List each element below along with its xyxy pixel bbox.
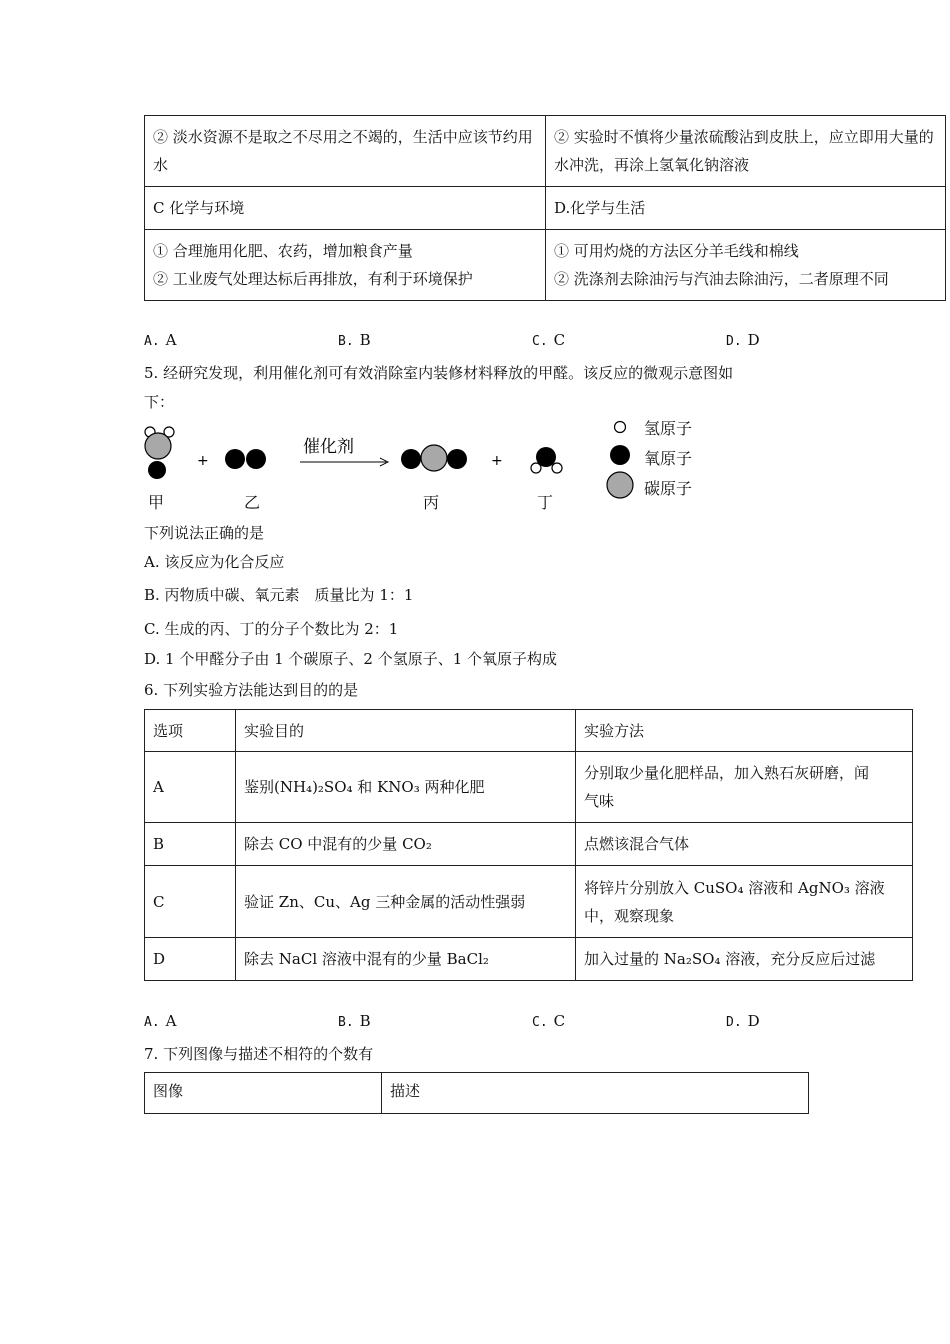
question-5-stem: 5. 经研究发现，利用催化剂可有效消除室内装修材料释放的甲醛。该反应的微观示意图如 bbox=[144, 364, 734, 382]
label-ding: 丁 bbox=[537, 493, 554, 512]
option-c[interactable]: C. 生成的丙、丁的分子个数比为 2：1 bbox=[144, 620, 399, 638]
choice-a[interactable]: A. A bbox=[144, 1012, 177, 1030]
table-header: 实验方法 bbox=[576, 710, 913, 752]
table-cell bbox=[576, 866, 913, 938]
choice-d[interactable]: D. D bbox=[726, 331, 760, 349]
table-cell: 除去 CO 中混有的少量 CO₂ bbox=[236, 823, 576, 866]
oxygen-atom bbox=[447, 449, 467, 469]
table-row bbox=[145, 823, 913, 866]
molecule-oxygen bbox=[225, 449, 266, 469]
choice-b[interactable]: B. B bbox=[338, 331, 371, 349]
table-header: 描述 bbox=[382, 1073, 809, 1114]
table-cell: C 化学与环境 bbox=[145, 187, 546, 230]
oxygen-atom bbox=[225, 449, 245, 469]
catalyst-label: 催化剂 bbox=[303, 437, 354, 457]
table-cell: B bbox=[145, 823, 236, 866]
table-header: 选项 bbox=[145, 710, 236, 752]
plus-sign: + bbox=[491, 453, 503, 469]
molecule-carbon-dioxide bbox=[401, 445, 467, 471]
question-6-stem: 6. 下列实验方法能达到目的的是 bbox=[144, 681, 359, 699]
legend-hydrogen-icon bbox=[615, 422, 626, 433]
oxygen-atom bbox=[148, 461, 166, 479]
label-bing: 丙 bbox=[423, 493, 440, 512]
carbon-atom bbox=[421, 445, 447, 471]
table-cell: C bbox=[145, 866, 236, 938]
table-cell: ② 实验时不慎将少量浓硫酸沾到皮肤上，应立即用大量的水冲洗，再涂上氢氧化钠溶液 bbox=[546, 116, 946, 187]
table-cell: 验证 Zn、Cu、Ag 三种金属的活动性强弱 bbox=[236, 866, 576, 938]
oxygen-atom bbox=[401, 449, 421, 469]
option-a[interactable]: A. 该反应为化合反应 bbox=[144, 553, 285, 571]
option-b[interactable]: B. 丙物质中碳、氧元素 质量比为 1：1 bbox=[144, 586, 414, 604]
oxygen-atom bbox=[246, 449, 266, 469]
hydrogen-atom bbox=[552, 463, 562, 473]
table-header: 图像 bbox=[145, 1073, 382, 1114]
legend-hydrogen-label: 氢原子 bbox=[644, 419, 693, 438]
question-5-prompt: 下列说法正确的是 bbox=[144, 524, 265, 542]
plus-sign: + bbox=[197, 453, 209, 469]
cell-line: 中，观察现象 bbox=[584, 906, 675, 925]
choice-c[interactable]: C. C bbox=[532, 1012, 566, 1030]
table-cell bbox=[576, 752, 913, 823]
table-cell bbox=[145, 230, 546, 301]
cell-line: 将锌片分别放入 CuSO₄ 溶液和 AgNO₃ 溶液 bbox=[584, 878, 885, 897]
table-cell: D bbox=[145, 938, 236, 981]
cell-line: 分别取少量化肥样品，加入熟石灰研磨，闻 bbox=[584, 764, 870, 782]
table-knowledge-summary bbox=[144, 115, 946, 301]
table-row bbox=[145, 866, 913, 938]
choice-b[interactable]: B. B bbox=[338, 1012, 371, 1030]
label-jia: 甲 bbox=[148, 493, 165, 512]
cell-line: 气味 bbox=[584, 792, 615, 810]
table-cell bbox=[546, 230, 946, 301]
legend-oxygen-icon bbox=[610, 445, 630, 465]
cell-line: ① 合理施用化肥、农药，增加粮食产量 bbox=[153, 242, 413, 260]
legend-oxygen-label: 氧原子 bbox=[644, 449, 693, 468]
table-experiment bbox=[144, 709, 913, 981]
table-cell: 除去 NaCl 溶液中混有的少量 BaCl₂ bbox=[236, 938, 576, 981]
cell-line: ② 洗涤剂去除油污与汽油去除油污，二者原理不同 bbox=[554, 270, 889, 288]
table-cell: 点燃该混合气体 bbox=[576, 823, 913, 866]
legend-carbon-icon bbox=[607, 472, 633, 498]
label-yi: 乙 bbox=[244, 493, 261, 512]
table-cell: 加入过量的 Na₂SO₄ 溶液，充分反应后过滤 bbox=[576, 938, 913, 981]
choice-c[interactable]: C. C bbox=[532, 331, 566, 349]
table-cell: 鉴别(NH₄)₂SO₄ 和 KNO₃ 两种化肥 bbox=[236, 752, 576, 823]
choice-d[interactable]: D. D bbox=[726, 1012, 760, 1030]
choice-a[interactable]: A. A bbox=[144, 331, 177, 349]
molecule-water bbox=[531, 447, 562, 473]
hydrogen-atom bbox=[531, 463, 541, 473]
table-row bbox=[145, 752, 913, 823]
carbon-atom bbox=[145, 433, 171, 459]
legend-carbon-label: 碳原子 bbox=[644, 479, 693, 498]
cell-line: ② 工业废气处理达标后再排放，有利于环境保护 bbox=[153, 270, 473, 288]
cell-line: ① 可用灼烧的方法区分羊毛线和棉线 bbox=[554, 242, 799, 260]
table-row bbox=[145, 938, 913, 981]
table-cell: ② 淡水资源不是取之不尽用之不竭的，生活中应该节约用水 bbox=[145, 116, 546, 187]
table-cell: A bbox=[145, 752, 236, 823]
question-7-stem: 7. 下列图像与描述不相符的个数有 bbox=[144, 1045, 374, 1063]
table-graph-description bbox=[144, 1072, 809, 1114]
table-cell: D.化学与生活 bbox=[546, 187, 946, 230]
question-5-stem-cont: 下： bbox=[144, 393, 175, 411]
molecule-formaldehyde bbox=[145, 427, 174, 479]
table-header: 实验目的 bbox=[236, 710, 576, 752]
option-d[interactable]: D. 1 个甲醛分子由 1 个碳原子、2 个氢原子、1 个氧原子构成 bbox=[144, 650, 558, 668]
